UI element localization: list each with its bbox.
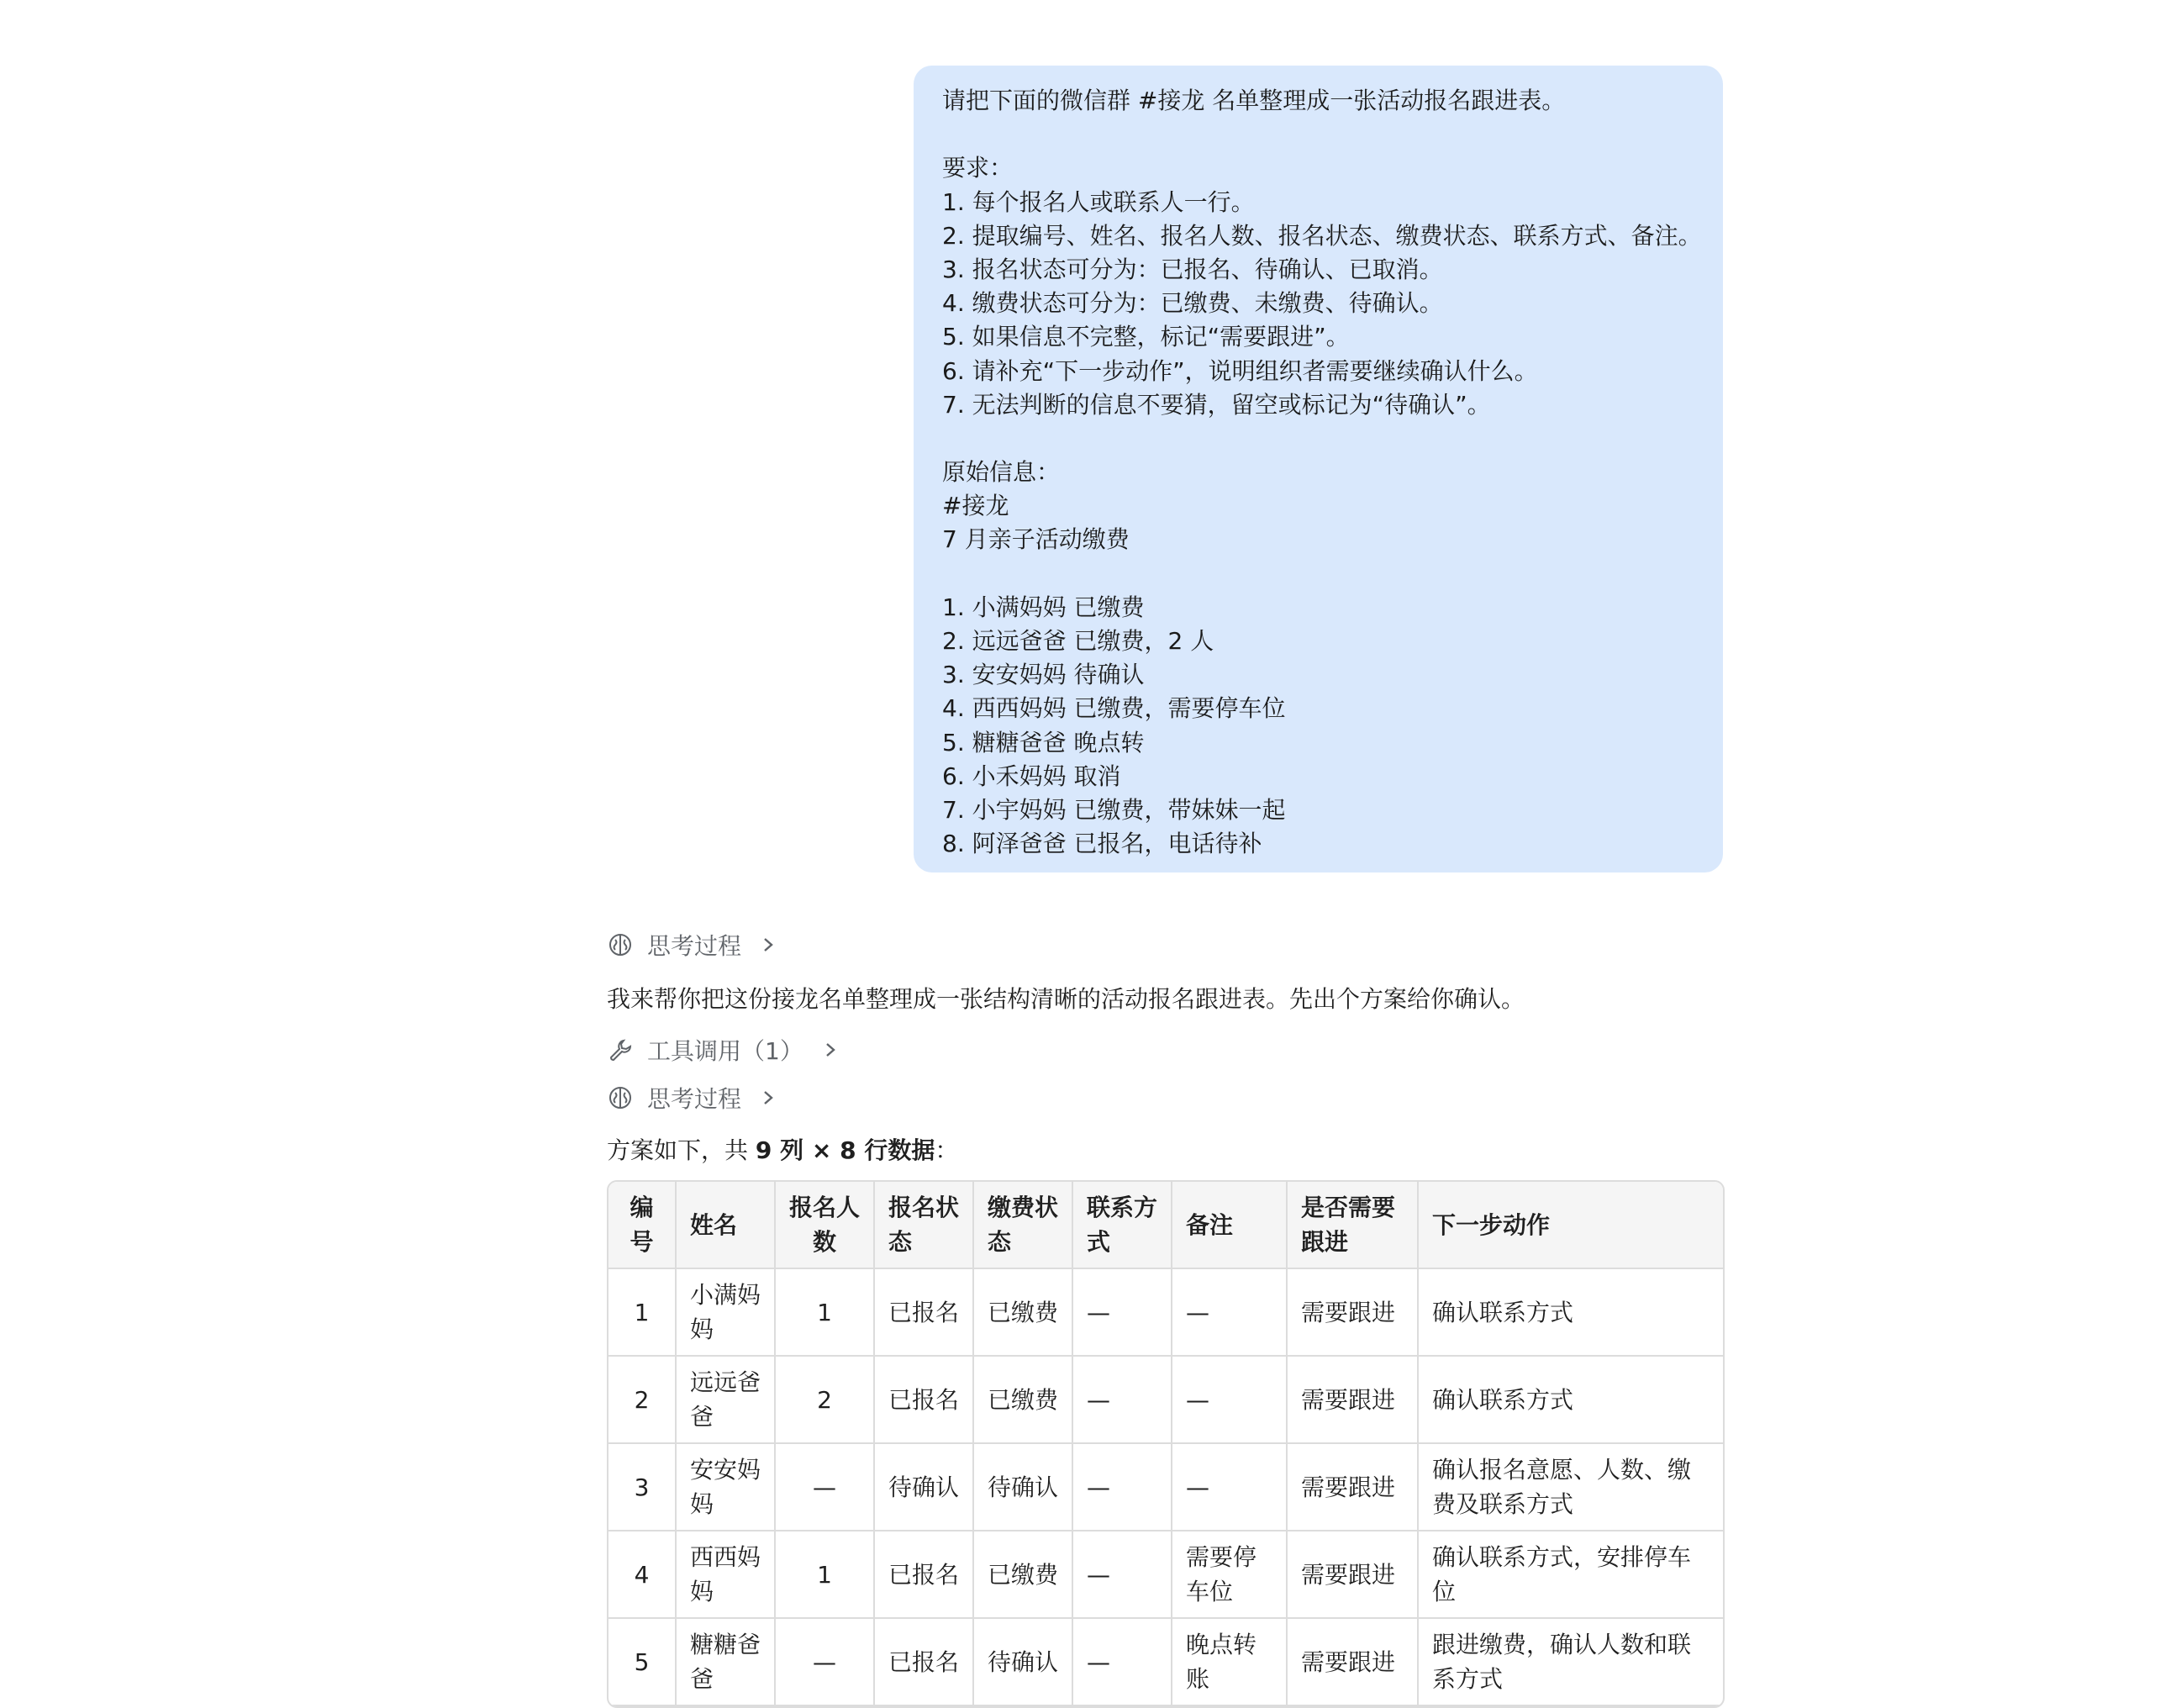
message-line: 5. 糖糖爸爸 晚点转 — [942, 728, 1145, 756]
message-line: 4. 缴费状态可分为：已缴费、未缴费、待确认。 — [942, 289, 1443, 318]
table-cell: 确认联系方式 — [1418, 1356, 1725, 1443]
message-line: 2. 远远爸爸 已缴费，2 人 — [942, 627, 1214, 655]
column-header: 是否需要跟进 — [1287, 1182, 1418, 1268]
message-line: 7 月亲子活动缴费 — [942, 525, 1130, 554]
table-cell: — — [775, 1618, 874, 1705]
message-line: 4. 西西妈妈 已缴费，需要停车位 — [942, 694, 1286, 723]
thinking-label: 思考过程 — [647, 932, 742, 960]
table-row — [608, 1268, 1725, 1356]
table-cell: 已缴费 — [973, 1356, 1072, 1443]
table-cell: 远远爸爸 — [676, 1356, 775, 1443]
table-cell: 待确认 — [973, 1443, 1072, 1531]
message-line: 3. 报名状态可分为：已报名、待确认、已取消。 — [942, 255, 1443, 283]
message-line: 请把下面的微信群 #接龙 名单整理成一张活动报名跟进表。 — [942, 87, 1566, 114]
table-cell: 4 — [608, 1531, 676, 1618]
table-cell: 需要跟进 — [1287, 1531, 1418, 1618]
table-cell: — — [1072, 1356, 1172, 1443]
message-line: 6. 小禾妈妈 取消 — [942, 762, 1121, 790]
table-cell: 1 — [775, 1268, 874, 1356]
column-header: 姓名 — [676, 1182, 775, 1268]
table-cell: 晚点转账 — [1172, 1618, 1287, 1705]
table-cell: 已报名 — [874, 1531, 973, 1618]
chevron-right-icon — [760, 936, 777, 953]
table-cell: — — [1172, 1443, 1287, 1531]
wrench-icon — [607, 1036, 634, 1063]
blank-line — [942, 557, 1694, 591]
table-cell: 安安妈妈 — [676, 1443, 775, 1531]
column-header: 编号 — [608, 1182, 676, 1268]
column-header: 备注 — [1172, 1182, 1287, 1268]
blank-line — [942, 422, 1694, 456]
brain-icon — [607, 931, 634, 958]
message-line: 3. 安安妈妈 待确认 — [942, 661, 1145, 689]
column-header: 缴费状态 — [973, 1182, 1072, 1268]
table-cell: 已缴费 — [973, 1268, 1072, 1356]
table-cell: 确认联系方式，安排停车位 — [1418, 1531, 1725, 1618]
brain-icon — [607, 1084, 634, 1111]
table-cell: 需要跟进 — [1287, 1618, 1418, 1705]
message-line: 2. 提取编号、姓名、报名人数、报名状态、缴费状态、联系方式、备注。 — [942, 221, 1702, 250]
message-line: 5. 如果信息不完整，标记“需要跟进”。 — [942, 323, 1350, 351]
message-line: 6. 请补充“下一步动作”，说明组织者需要继续确认什么。 — [942, 356, 1538, 385]
table-row — [608, 1356, 1725, 1443]
table-cell: 1 — [608, 1268, 676, 1356]
table-cell: 已报名 — [874, 1356, 973, 1443]
message-line: 8. 阿泽爸爸 已报名，电话待补 — [942, 830, 1262, 858]
table-cell: 小满妈妈 — [676, 1268, 775, 1356]
message-line: 1. 小满妈妈 已缴费 — [942, 593, 1145, 621]
table-row — [608, 1531, 1725, 1618]
column-header: 报名人数 — [775, 1182, 874, 1268]
table-header-row — [608, 1182, 1725, 1268]
table-cell: 需要停车位 — [1172, 1531, 1287, 1618]
table-cell: 已缴费 — [973, 1531, 1072, 1618]
thinking-toggle-2[interactable] — [607, 1081, 777, 1115]
chevron-right-icon — [760, 1089, 777, 1106]
message-line: 要求： — [942, 154, 1014, 182]
thinking-label: 思考过程 — [647, 1085, 742, 1113]
table-cell: — — [1172, 1356, 1287, 1443]
table-row — [608, 1618, 1725, 1705]
message-line: 1. 每个报名人或联系人一行。 — [942, 187, 1255, 216]
table-cell: 西西妈妈 — [676, 1531, 775, 1618]
tool-call-label: 工具调用（1） — [647, 1037, 803, 1065]
table-cell: — — [775, 1443, 874, 1531]
table-cell: 5 — [608, 1618, 676, 1705]
summary-suffix: ： — [935, 1136, 959, 1164]
summary-prefix: 方案如下，共 — [607, 1136, 756, 1164]
table-cell: 糖糖爸爸 — [676, 1618, 775, 1705]
table-cell: 待确认 — [874, 1443, 973, 1531]
thinking-toggle-1[interactable] — [607, 928, 777, 962]
column-header: 联系方式 — [1072, 1182, 1172, 1268]
table-cell: 1 — [775, 1531, 874, 1618]
chevron-right-icon — [822, 1041, 839, 1058]
message-line: 7. 无法判断的信息不要猜，留空或标记为“待确认”。 — [942, 390, 1491, 419]
table-cell: 需要跟进 — [1287, 1268, 1418, 1356]
table-cell: 跟进缴费，确认人数和联系方式 — [1418, 1618, 1725, 1705]
assistant-reply-text: 我来帮你把这份接龙名单整理成一张结构清晰的活动报名跟进表。先出个方案给你确认。 — [607, 985, 1525, 1013]
table-cell: 2 — [608, 1356, 676, 1443]
table-cell: 3 — [608, 1443, 676, 1531]
message-line: #接龙 — [942, 492, 1009, 520]
table-cell: — — [1072, 1618, 1172, 1705]
summary-bold: 9 列 × 8 行数据 — [755, 1136, 935, 1164]
table-cell: 确认联系方式 — [1418, 1268, 1725, 1356]
table-cell: — — [1072, 1443, 1172, 1531]
tool-call-toggle[interactable] — [607, 1033, 839, 1067]
column-header: 报名状态 — [874, 1182, 973, 1268]
signup-tracking-table — [607, 1180, 1725, 1708]
table-cell: 2 — [775, 1356, 874, 1443]
table-cell: 确认报名意愿、人数、缴费及联系方式 — [1418, 1443, 1725, 1531]
table-cell: 需要跟进 — [1287, 1443, 1418, 1531]
table-summary — [607, 1132, 958, 1166]
user-message-bubble — [914, 66, 1723, 872]
message-line: 7. 小宇妈妈 已缴费，带妹妹一起 — [942, 795, 1286, 824]
message-line: 原始信息： — [942, 458, 1061, 487]
table-row — [608, 1443, 1725, 1531]
table-cell: 需要跟进 — [1287, 1356, 1418, 1443]
table-cell: 待确认 — [973, 1618, 1072, 1705]
table-cell: — — [1072, 1268, 1172, 1356]
table-cell: 已报名 — [874, 1618, 973, 1705]
column-header: 下一步动作 — [1418, 1182, 1725, 1268]
blank-line — [942, 118, 1694, 151]
table-cell: — — [1072, 1531, 1172, 1618]
table-cell: 已报名 — [874, 1268, 973, 1356]
table-cell: — — [1172, 1268, 1287, 1356]
